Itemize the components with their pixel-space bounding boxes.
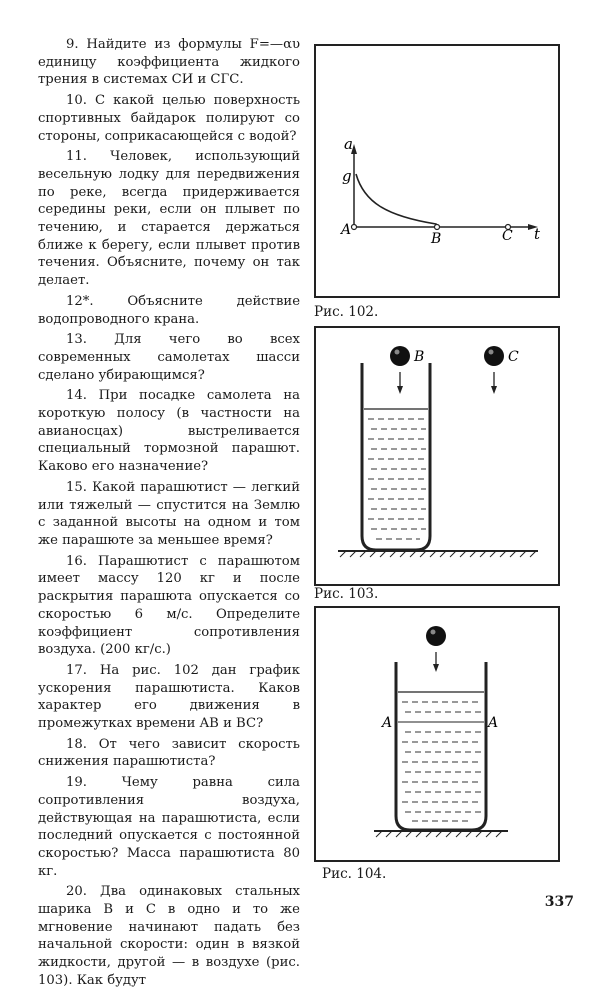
page-number: 337 — [544, 894, 574, 910]
problem-13: 13. Для чего во всех современных самолетах шасси сделано убирающимся? — [38, 332, 300, 383]
ball-C — [484, 346, 504, 366]
problem-10: 10. С какой целью поверхность спортивных байдарок полируют со стороны, соприкасающейся с водой? — [38, 93, 300, 144]
ball-B — [390, 346, 410, 366]
arrow-down-icon — [433, 664, 439, 672]
falling-ball-levels-diagram — [316, 608, 558, 860]
problem-12: 12*. Объясните действие водопроводного крана. — [38, 293, 300, 327]
falling-balls-diagram — [316, 328, 558, 584]
axis-label-t: t — [534, 225, 541, 243]
caption-103: Рис. 103. — [314, 586, 379, 602]
label-A-left: A — [382, 715, 393, 731]
beaker — [362, 363, 430, 550]
liquid-hatching — [368, 419, 426, 539]
figure-103 — [314, 326, 560, 586]
beaker — [396, 662, 486, 830]
point-B — [435, 225, 440, 230]
problem-14: 14. При посадке самолета на короткую полосу (в частности на авианосцах) выстреливается специальный тормозной парашют. Каково его назначение? — [38, 388, 300, 475]
label-C: C — [508, 349, 519, 365]
caption-104: Рис. 104. — [322, 866, 387, 882]
arrow-down-icon — [397, 386, 403, 394]
label-A: A — [341, 222, 352, 238]
acceleration-curve — [356, 174, 437, 227]
caption-102: Рис. 102. — [314, 304, 379, 320]
label-g: g — [342, 167, 352, 185]
axis-label-a: a — [344, 135, 353, 153]
problem-19: 19. Чему равна сила сопротивления воздуха, действующая на парашютиста, если последний опускается с постоянной скоростью? Масса парашютиста 80 кг. — [38, 775, 300, 879]
acceleration-graph — [316, 46, 558, 296]
point-A — [352, 225, 357, 230]
figure-102 — [314, 44, 560, 298]
problem-20: 20. Два одинаковых стальных шарика B и C в одно и то же мгновение начинают падать без начальной скорости: один в вязкой жидкости, другой — в воздухе (рис. 103). Как будут — [38, 884, 300, 988]
figure-104 — [314, 606, 560, 862]
label-B: B — [431, 231, 442, 247]
problem-11: 11. Человек, использующий весельную лодку для передвижения по реке, всегда придерживается середины реки, если он плывет по течению, и старается держаться ближе к берегу, если плывет против течения. Объясните, почему он так делает. — [38, 149, 300, 289]
arrow-down-icon — [491, 386, 497, 394]
ball — [426, 626, 446, 646]
problem-16: 16. Парашютист с парашютом имеет массу 120 кг и после раскрытия парашюта опускается со скоростью 6 м/с. Определите коэффициент сопротивления воздуха. (200 кг/с.) — [38, 553, 300, 658]
problem-17: 17. На рис. 102 дан график ускорения парашютиста. Каков характер его движения в промежутках времени AB и BC? — [38, 662, 300, 732]
label-C: C — [502, 228, 513, 244]
problem-9: 9. Найдите из формулы F=—αυ единицу коэффициента жидкого трения в системах СИ и СГС. — [38, 37, 300, 88]
label-B: B — [414, 349, 425, 365]
label-A-right: A — [488, 715, 499, 731]
liquid-hatching — [402, 702, 482, 821]
problem-18: 18. От чего зависит скорость снижения парашютиста? — [38, 736, 300, 770]
problems-column — [38, 36, 300, 993]
problem-15: 15. Какой парашютист — легкий или тяжелый — спустится на Землю с заданной высоты на одном и том же парашюте за меньшее время? — [38, 479, 300, 548]
